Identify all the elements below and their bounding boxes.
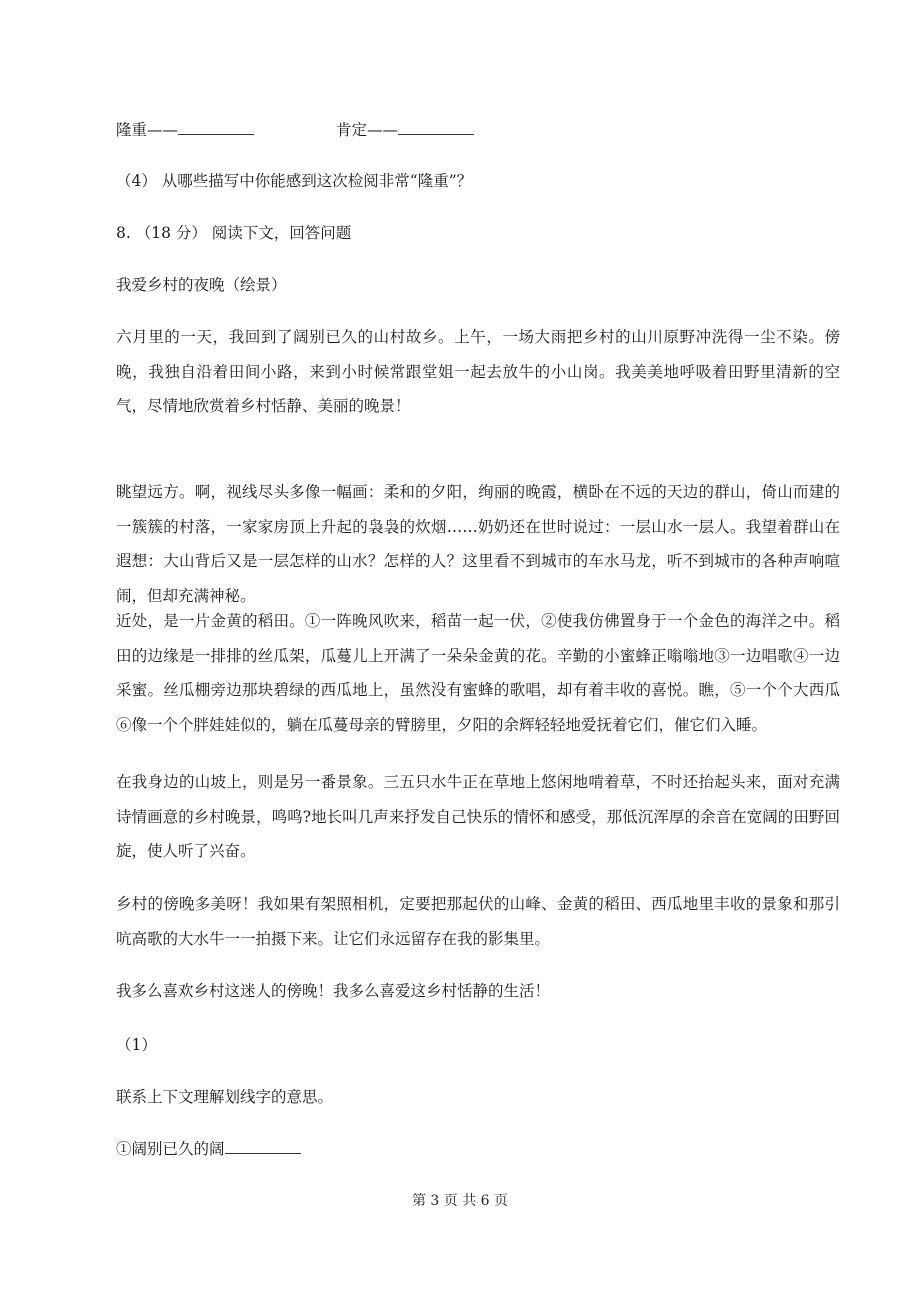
q8-sub1-item-1-blank bbox=[225, 1139, 301, 1154]
passage-paragraph bbox=[116, 475, 840, 613]
q7-pair2-word: 肯定—— bbox=[336, 121, 399, 139]
page-footer: 第 3 页 共 6 页 bbox=[411, 1193, 509, 1209]
passage-paragraph bbox=[116, 974, 840, 1009]
passage-paragraph bbox=[116, 887, 840, 956]
q8-header: 8. （18 分） 阅读下文，回答问题 bbox=[116, 224, 352, 242]
passage-title: 我爱乡村的夜晚（绘景） bbox=[116, 276, 287, 294]
passage-paragraph bbox=[116, 604, 840, 742]
passage-paragraph bbox=[116, 320, 840, 424]
paragraph-text: 我多么喜欢乡村这迷人的傍晚！我多么喜爱这乡村恬静的生活！ bbox=[116, 982, 551, 1000]
paragraph-text: 眺望远方。啊，视线尽头多像一幅画：柔和的夕阳，绚丽的晚霞，横卧在不远的天边的群山，倚山而建的一簇簇的村落，一家家房顶上升起的袅袅的炊烟……奶奶还在世时说过：一层山水一层人。我望着群山在遐想：大山背后又是一层怎样的山水？怎样的人？这里看不到城市的车水马龙，听不到城市的各种声响喧闹，但却充满神秘。 bbox=[116, 483, 840, 605]
q7-pair2-blank bbox=[398, 120, 474, 135]
q7-subquestion-4: （4） 从哪些描写中你能感到这次检阅非常“隆重”？ bbox=[116, 172, 473, 190]
paragraph-text: 六月里的一天，我回到了阔别已久的山村故乡。上午，一场大雨把乡村的山川原野冲洗得一尘不染。傍晚，我独自沿着田间小路，来到小时候常跟堂姐一起去放牛的小山岗。我美美地呼吸着田野里清新的空气，尽情地欣赏着乡村恬静、美丽的晚景！ bbox=[116, 328, 840, 415]
paragraph-text: 近处，是一片金黄的稻田。①一阵晚风吹来，稻苗一起一伏，②使我仿佛置身于一个金色的海洋之中。稻田的边缘是一排排的丝瓜架，瓜蔓儿上开满了一朵朵金黄的花。辛勤的小蜜蜂正嗡嗡地③一边唱歌④一边采蜜。丝瓜棚旁边那块碧绿的西瓜地上，虽然没有蜜蜂的歌唱，却有着丰收的喜悦。瞧，⑤一个个大西瓜⑥像一个个胖娃娃似的，躺在瓜蔓母亲的臂膀里，夕阳的余辉轻轻地爱抚着它们，催它们入睡。 bbox=[116, 612, 840, 734]
q8-subquestion-1-prompt: 联系上下文理解划线字的意思。 bbox=[116, 1088, 334, 1106]
q8-sub1-item-1 bbox=[116, 1139, 301, 1159]
q7-antonym-row bbox=[116, 120, 254, 140]
q8-sub1-item-1-text: ①阔别已久的阔 bbox=[116, 1140, 225, 1158]
passage-paragraph bbox=[116, 765, 840, 869]
q7-antonym-row-2 bbox=[336, 120, 474, 140]
q8-subquestion-1-label: （1） bbox=[116, 1036, 157, 1054]
paragraph-text: 在我身边的山坡上，则是另一番景象。三五只水牛正在草地上悠闲地啃着草，不时还抬起头来，面对充满诗情画意的乡村晚景，鸣鸣?地长叫几声来抒发自己快乐的情怀和感受，那低沉浑厚的余音在宽阔的田野回旋，使人听了兴奋。 bbox=[116, 773, 840, 860]
paragraph-text: 乡村的傍晚多美呀！我如果有架照相机，定要把那起伏的山峰、金黄的稻田、西瓜地里丰收的景象和那引吭高歌的大水牛一一拍摄下来。让它们永远留存在我的影集里。 bbox=[116, 895, 840, 948]
q7-pair1-blank bbox=[178, 120, 254, 135]
q7-pair1-word: 隆重—— bbox=[116, 121, 179, 139]
